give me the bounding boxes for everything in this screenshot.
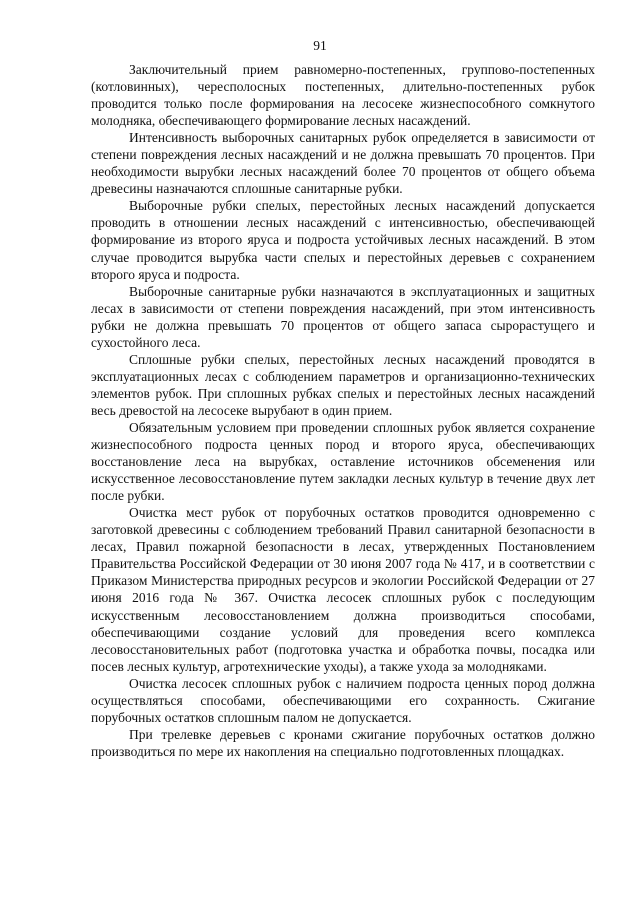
- paragraph-skidding-burning: При трелевке деревьев с кронами сжигание порубочных остатков должно производиться по мере их накопления на специально подготовленных площадках.: [91, 726, 595, 759]
- paragraph-selective-sanitary: Выборочные санитарные рубки назначаются в эксплуатационных и защитных лесах в зависимости от степени повреждения насаждений, при этом интенсивность рубки не должна превышать 70 процентов от общего запаса сырорастущего и сухостойного леса.: [91, 283, 595, 350]
- document-body: [91, 61, 595, 760]
- page-number: 91: [313, 38, 327, 53]
- paragraph-clear-cutting: Сплошные рубки спелых, перестойных лесных насаждений проводятся в эксплуатационных лесах с соблюдением параметров и организационно-технических элементов рубок. При сплошных рубках спелых и перестойных лесных насаждений весь древостой на лесосеке вырубают в один прием.: [91, 351, 595, 418]
- paragraph-mandatory-condition: Обязательным условием при проведении сплошных рубок является сохранение жизнеспособного подроста ценных пород и второго яруса, обеспечивающих восстановление леса на вырубках, оставление источников обсеменения или искусственное лесовосстановление путем закладки лесных культур в течение двух лет после рубки.: [91, 419, 595, 504]
- paragraph-sanitary-intensity: Интенсивность выборочных санитарных рубок определяется в зависимости от степени повреждения лесных насаждений и не должна превышать 70 процентов. При необходимости вырубки лесных насаждений более 70 процентов от общего объема древесины назначаются сплошные санитарные рубки.: [91, 130, 595, 197]
- paragraph-final-cutting: Заключительный прием равномерно-постепенных, группово-постепенных (котловинных), чересполосных постепенных, длительно-постепенных рубок проводится только после формирования на лесосеке жизнеспособного сомкнутого молодняка, обеспечивающего формирование лесных насаждений.: [91, 62, 595, 129]
- paragraph-selective-cutting: Выборочные рубки спелых, перестойных лесных насаждений допускается проводить в отношении лесных насаждений с интенсивностью, обеспечивающей формирование из второго яруса и подроста устойчивых лесных насаждений. В этом случае проводится вырубка части спелых и перестойных деревьев с сохранением второго яруса и подроста.: [91, 198, 595, 282]
- paragraph-site-cleaning: Очистка мест рубок от порубочных остатков проводится одновременно с заготовкой древесины с соблюдением требований Правил санитарной безопасности в лесах, Правил пожарной безопасности в лесах, утвержденных Постановлением Правительства Российской Федерации от 30 июня 2007 года № 417, и в соответствии с Приказом Министерства природных ресурсов и экологии Российской Федерации от 27 июня 2016 года № 367. Очистка лесосек сплошных рубок с последующим искусственным лесовосстановлением должна производиться способами, обеспечивающими создание условий для проведения всего комплекса лесовосстановительных работ (подготовка участка и обработка почвы, посадка или посев лесных культур, агротехнические уходы), а также ухода за молодняками.: [91, 505, 595, 674]
- paragraph-undergrowth-cleaning: Очистка лесосек сплошных рубок с наличием подроста ценных пород должна осуществляться способами, обеспечивающими его сохранность. Сжигание порубочных остатков сплошным палом не допускается.: [91, 675, 595, 725]
